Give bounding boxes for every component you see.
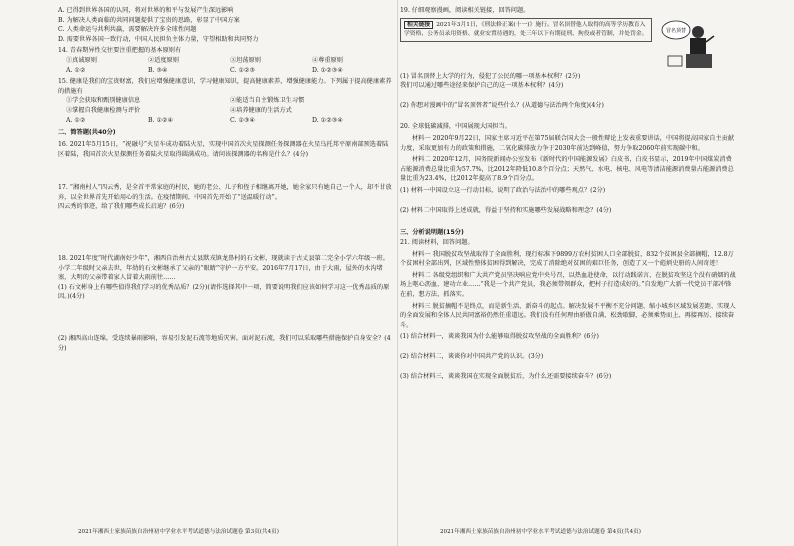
q20-material-1: 材料一 2020年9月22日，国家主席习近平在第75届联合国大会一般性辩论上发表重要讲话，中国将提高国家自主贡献力度，采取更加有力的政策和措施，二氧化碳排放力争于2030年前达到峰值，努力争取2060年前实现碳中和。 (400, 135, 735, 152)
left-footer: 2021年湘西土家族苗族自治州初中学业水平考试道德与法治试题卷 第3页(共4页) (78, 529, 279, 535)
q19-related-link (400, 18, 736, 70)
answer-space (58, 212, 394, 252)
q20-material-2: 材料二 2020年12月，国务院新闻办公室发布《新时代的中国能源发展》白皮书，白皮书显示，2019年中国煤炭消费占能源消费总量比重为57.7%，比2012年降低10.8个百分点；天然气、水电、核电、风电等清洁能源消费量占能源消费总量比重为23.4%，比2012年提高了8.9个百分点。 (400, 156, 734, 183)
q17-stem: 17. “湘南村人”四云秀，是全首平常家庭的村民，她的老公、儿子和侄子相继离开她，她全家只有她自己一个人，却不甘放弃，以全世界首先开始用心的生活。在疫情期间，中国首先开始了“送温暖行动”。 (58, 184, 392, 201)
answer-space (58, 302, 394, 334)
q15-items-row2 (58, 106, 394, 116)
q20-sub-1: (1) 材料一中国设立这一行动目标，说明了政治与法治中的哪些观点？(2分) (400, 187, 606, 195)
answer-space (400, 91, 736, 101)
q14-option: C. ①②③ (230, 66, 256, 74)
q14-item: ①真诚原则 (66, 57, 97, 65)
q21-material-2: 材料二 各级党组织和广大共产党员坚决响应党中央号召，以热血赴使命，以行动践诺言，在脱贫攻坚这个没有硝烟的战场上呕心沥血、建功立业……“我是一个共产党员，我必须带领群众，把村子打造成好的。”自发地广大新一代党员干部冲锋在前，想方法、抓落实。 (400, 271, 736, 298)
q13-option-a: A. 已得到世界各国的认同，将对世界的和平与发展产生深远影响 (58, 7, 234, 14)
section-2-heading: 二、简答题(共40分) (58, 129, 116, 137)
q15-options (58, 116, 394, 126)
q20-sub-2: (2) 材料二中国取得上述成就，得益于坚持和实施哪些发展战略和理念？(4分) (400, 206, 612, 214)
cartoon-label: 冒名顶替 (665, 27, 687, 34)
q21-sub-1: (1) 结合材料一，谈谈我国为什么能够取得脱贫攻坚战的全面胜利？(6分) (400, 333, 599, 341)
q18-stem: 18. 2021年度“时代湖南好少年”，湘西自治州古丈县默戎镇龙鼻村的石文彬，现就读于古丈县第二完全小学六年级一班。小学二年级时父亲去世，年幼的石文彬继承了父亲的“眼睛”守护一方平安。2016年7月17日，由于大雨，屋外的水沟堵塞，大明的父亲带着家人冒着大雨前往…… (58, 254, 389, 282)
q15-option: D. ①②③④ (312, 116, 343, 124)
q17-ask: 四云秀的事迹，给了我们哪些成长启迪？(6分) (58, 203, 185, 211)
q21-material-3: 材料三 脱贫摘帽不是终点，而是新生活、新奋斗的起点。解决发展不平衡不充分问题、缩小城乡区域发展差距、实现人的全面发展和全体人民共同富裕仍然任重道远。我们没有任何理由骄傲自满、松劲歇脚，必须乘势而上、再接再厉、接续奋斗。 (400, 302, 736, 329)
section-3-heading: 三、分析说明题(15分) (400, 229, 464, 237)
q15-option: C. ①③④ (230, 116, 256, 124)
q13-option-d: D. 需要世界各国一致行动，中国人民担负主体力量，守望相助和共同努力 (58, 35, 259, 43)
answer-space (58, 159, 394, 181)
cartoon-image (660, 18, 718, 70)
related-link-box (400, 18, 652, 42)
q20-stem: 20. 全球低碳减排，中国展现大国担当。 (400, 123, 511, 131)
q19-sub-1b: 我们可以通过哪些途径来保护自己的这一项基本权利？(4分) (400, 82, 564, 90)
q21-material-1: 材料一 我国脱贫攻坚战取得了全面胜利，现行标准下9899万农村贫困人口全部脱贫，832个贫困县全部摘帽，12.8万个贫困村全部出列，区域性整体贫困得到解决，完成了消除绝对贫困的艰巨任务，创造了又一个彪炳史册的人间奇迹！ (400, 250, 734, 268)
q19-stem: 19. 仔细观察漫画，阅读相关链接，回答问题。 (400, 7, 530, 14)
related-link-tag: 相关链接 (404, 21, 433, 29)
q14-option: A. ①② (66, 66, 86, 74)
answer-space (400, 196, 736, 206)
answer-space (400, 215, 736, 225)
page-fold (397, 0, 398, 546)
q15-item: ③掌握自我健康检测与评价 (66, 107, 141, 115)
q14-item: ②适度原则 (148, 57, 179, 65)
left-page (58, 6, 394, 353)
right-page (400, 6, 736, 381)
answer-space (400, 342, 736, 352)
q13-option-c: C. 人类命运与共利共赢，需要解决许多全球性问题 (58, 26, 197, 34)
q21-stem: 21. 阅读材料，回答问题。 (400, 238, 474, 246)
q16-stem: 16. 2021年5月15日，“祝融号”火星车成功着陆火星，实现中国首次火星探测任务探测器在火星乌托邦平原南部预选着陆区着陆，我国首次火星探测任务着陆火星取得圆满成功。请问该探测器的名称是什么？(4分) (58, 140, 389, 158)
q15-stem: 15. 健康是我们的宝贵财富，我们应增强健康意识，学习健康知识，提高健康素养，增强健康能力。下列属于提高健康素养的措施有 (58, 78, 392, 95)
q15-option: A. ①② (66, 116, 86, 124)
q15-option: B. ①②④ (148, 116, 174, 124)
q18-sub-2: (2) 湘西高山连绵，受连续暴雨影响，容易引发泥石流等地质灾害。面对泥石流，我们可以采取哪些措施保护自身安全？(4分) (58, 335, 391, 352)
q14-stem: 14. 青春期异性交往要注重把握的基本原则有 (58, 47, 182, 55)
q19-sub-1: (1) 冒名顶替上大学的行为，侵犯了公民的哪一项基本权利？(2分) (400, 72, 581, 80)
q21-sub-3: (3) 结合材料三，谈谈我国在实现全面脱贫后，为什么还需要接续奋斗？(6分) (400, 372, 612, 380)
q14-items (58, 56, 394, 66)
q14-option: B. ③④ (148, 66, 168, 74)
q15-items-row1 (58, 96, 394, 106)
q14-option: D. ①②③④ (312, 66, 343, 74)
q21-sub-2: (2) 结合材料二，谈谈你对中国共产党的认识。(3分) (400, 353, 544, 361)
q14-item: ③坦荡原则 (230, 57, 261, 65)
q15-item: ②能适当自主锻炼卫生习惯 (230, 97, 305, 105)
answer-space (400, 110, 736, 120)
q13-option-b: B. 为解决人类面临的共同问题提供了宝贵的思路，彰显了中国方案 (58, 16, 240, 24)
q15-item: ④培养健康的生活方式 (230, 107, 292, 115)
q18-sub-1: (1) 石文彬身上有哪些值得我们学习的优秀品质？(2分)(请作选择其中一项，简要说明我们应该如何学习这一优秀品质的原因。)(4分) (58, 283, 390, 301)
answer-space (400, 362, 736, 372)
right-footer: 2021年湘西土家族苗族自治州初中学业水平考试道德与法治试题卷 第4页(共4页) (440, 529, 641, 535)
q15-item: ①学会获取和甄别健康信息 (66, 97, 141, 105)
q14-options (58, 66, 394, 76)
q14-item: ④尊重原则 (312, 57, 343, 65)
q19-sub-2: (2) 你想对漫画中的“冒名顶替者”说些什么？(从道德与法治两个角度)(4分) (400, 101, 604, 109)
related-link-text: 2021年3月1日，《刑法修正案(十一)》施行。冒名顶替他人取得的高等学历教育入学资格、公务员录用资格、就业安置待遇的，处三年以下有期徒刑、拘役或者管制，并处罚金。 (404, 21, 648, 37)
